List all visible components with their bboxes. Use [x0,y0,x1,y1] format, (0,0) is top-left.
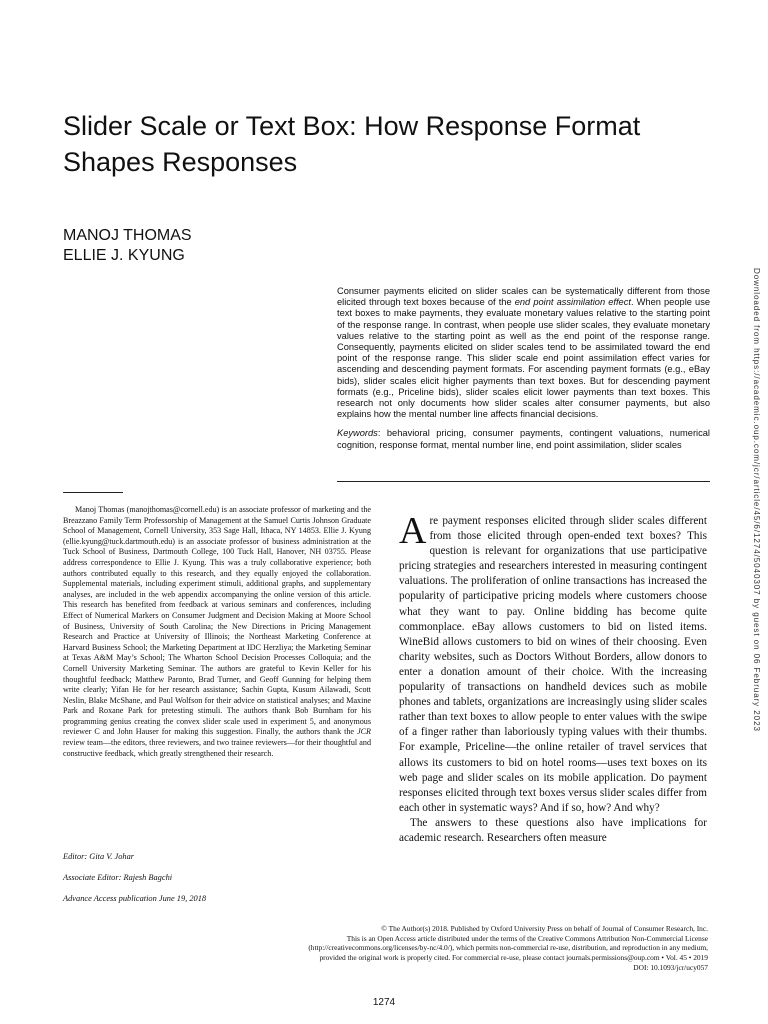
body-paragraph-text: re payment responses elicited through slider scales different from those elicited through open-ended text boxes? This question is relevant for organizations that use participative pricing strategies and researchers interested in measuring contingent valuations. The proliferation of online transactions has increased the popularity of participative pricing models where customers choose what they want to pay. Online bidding has become quite commonplace. eBay allows customers to bid on listed items. WineBid allows customers to bid on wines of their choosing. Even charity websites, such as Doctors Without Borders, allow donors to enter a donation amount of their choice. With the increasing popularity of transactions on handheld devices such as mobile phones and tablets, organizations are increasingly using slider scales rather than text boxes to allow people to enter values with the swipe of a finger rather than laboriously typing values with their thumbs. For example, Priceline—the online retailer of travel services that allows its customers to bid on hotel rooms—uses text boxes on its web page and slider scales on its mobile application. Do payment responses elicited through text boxes versus slider scales differ from each other in systematic ways? And if so, how? And why? [399,515,707,814]
footnote-divider [63,492,123,493]
copyright-line: provided the original work is properly cited. For commercial re-use, please contact journals.permissions@oup.com • Vol. 45 • 2019 [319,953,708,963]
page-number: 1274 [372,997,396,1008]
journal-abbrev: JCR [357,727,371,737]
advance-access: Advance Access publication June 19, 2018 [63,894,207,903]
footnote-text-part: Manoj Thomas (manojthomas@cornell.edu) is an associate professor of marketing and the Breazzano Family Term Professorship of Management at the Samuel Curtis Johnson Graduate School of Management, Cornell University, 353 Sage Hall, Ithaca, NY 14853. Ellie J. Kyung (ellie.kyung@tuck.dartmouth.edu) is an associate professor of business administration at the Tuck School of Business, Dartmouth College, 100 Tuck Hall, Hanover, NH 03755. Please address correspondence to Ellie J. Kyung. This was a truly collaborative experience; both authors contributed equally to this research, and they equally enjoyed the collaboration. Supplemental materials, including experiment stimuli, additional graphs, and supplementary analyses, are included in the web appendix accompanying the online version of this article. This research has benefited from feedback at various seminars and conferences, including Effect of Numerical Markers on Consumer Judgment and Decision Making at Moore School of Business, University of South Carolina; the New Directions in Pricing Management Research and Practice at University of Illinois; the Northeast Marketing Conference at Harvard Business School; the Marketing Department at IDC Herzliya; the Marketing Seminar at Texas A&M May’s School; The Wharton School Decision Processes Colloquia; and the Cornell University Marketing Seminar. The authors are grateful to Kevin Keller for his thoughtful feedback; Matthew Paronto, Brad Turner, and Geoff Gunning for helping them write clearly; Yifan He for her research assistance; Sachin Gupta, Kusum Ailawadi, Scott Neslin, Blake McShane, and Paul Wolfson for their advice on statistical analyses; and Maxine Park and Roxane Park for pretesting stimuli. The authors thank Bob Burnham for his programming genius creating the convex slider scale used in experiment 5, and anonymous reviewer C and John Hauser for making this suggestion. Finally, the authors thank the [63,505,371,737]
main-body [399,510,707,846]
abstract [337,286,710,451]
abstract-divider [337,481,710,482]
doi: DOI: 10.1093/jcr/ucy057 [633,962,708,972]
download-watermark: Downloaded from https://academic.oup.com/jcr/article/45/6/1274/5040307 by guest on 06 February 2023 [752,268,761,732]
author-list [63,226,192,266]
abstract-text [337,286,710,420]
copyright-line: This is an Open Access article distributed under the terms of the Creative Commons Attribution Non-Commercial License [346,933,708,943]
footnote-text-part: review team—the editors, three reviewers, and two trainee reviewers—for their thoughtful and constructive feedback, which greatly strengthened their research. [63,738,371,758]
abstract-text-part: . When people use text boxes to make payments, they evaluate monetary values relative to the starting point of the response range. In contrast, when people use slider scales, they evaluate monetary values relative to the starting point as well as the end point of the response range. Consequently, payments elicited on slider scales tend to be assimilated toward the end point of the response range. This slider scale end point assimilation effect varies for ascending and descending payment formats. For ascending payment formats (e.g., eBay bids), slider scales elicit higher payments than text boxes. But for descending payment formats (e.g., Priceline bids), slider scales elicit lower payments than text boxes. This research not only documents how slider scales alter consumer payments, but also explains how the mental number line affects financial decisions. [337,297,711,420]
article-title: Slider Scale or Text Box: How Response Format Shapes Responses [63,111,641,177]
author-name: MANOJ THOMAS [63,227,192,244]
body-paragraph: The answers to these questions also have implications for academic research. Researchers often measure [399,816,707,844]
body-paragraph [399,510,707,816]
copyright-line: (http://creativecommons.org/licenses/by-nc/4.0/), which permits non-commercial re-use, distribution, and reproduction in any medium, [308,943,708,953]
footnote-text [63,505,371,759]
copyright-line: © The Author(s) 2018. Published by Oxford University Press on behalf of Journal of Consumer Research, Inc. [381,924,708,933]
editor: Editor: Gita V. Johar [63,852,135,861]
keywords-text: : behavioral pricing, consumer payments, contingent valuations, numerical cognition, response format, mental number line, end point assimilation, slider scales [337,428,710,450]
author-name: ELLIE J. KYUNG [63,247,185,264]
keywords-label: Keywords [337,428,378,439]
drop-cap: A [399,510,427,552]
copyright-notice [63,924,708,973]
author-footnote [63,505,371,759]
abstract-text-part: Consumer payments elicited on slider scales can be systematically different from those elicited through text boxes because of the [337,286,710,308]
abstract-emphasis: end point assimilation effect [514,297,631,308]
keywords [337,428,710,450]
associate-editor: Associate Editor: Rajesh Bagchi [63,873,173,882]
editor-info [63,852,371,915]
